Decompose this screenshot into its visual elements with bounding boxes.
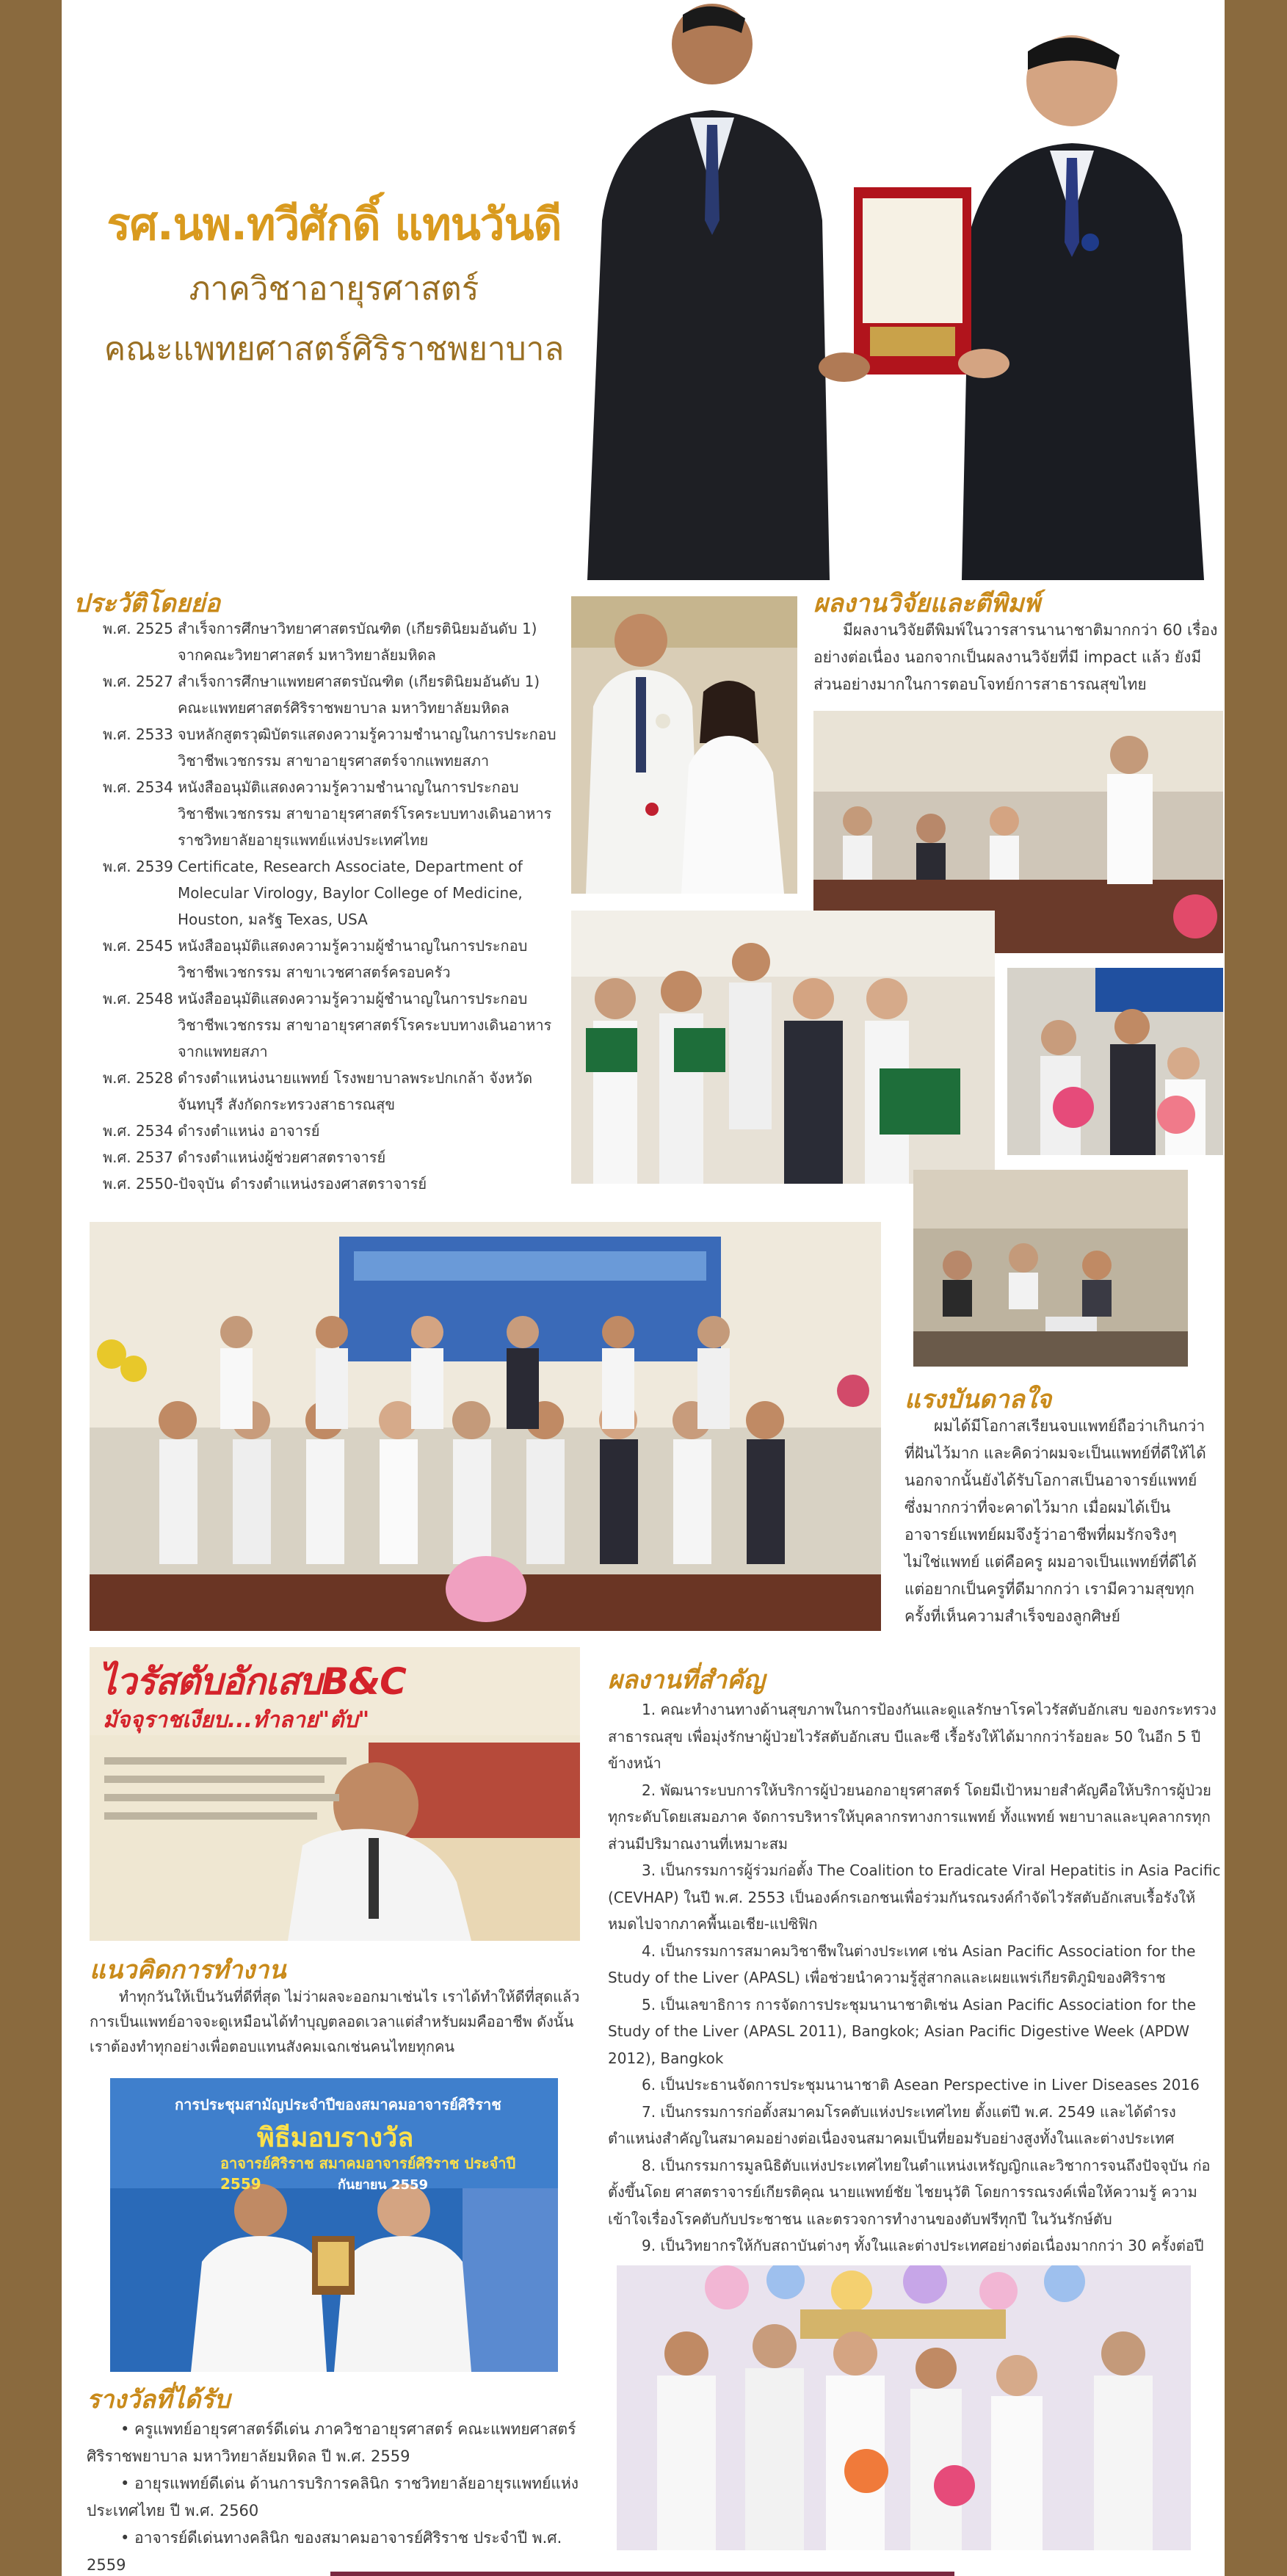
key-works-item: 5. เป็นเลขาธิการ การจัดการประชุมนานาชาติเช่น Asian Pacific Association for the Study of the Liver (APASL 2011), Bangkok; Asian Pacific Digestive Week (APDW 2012), Bangkok xyxy=(608,1995,1196,2067)
approach-text: ทำทุกวันให้เป็นวันที่ดีที่สุด ไม่ว่าผลจะออกมาเช่นไร เราได้ทำให้ดีที่สุดแล้ว การเป็นแพทย์อาจจะดูเหมือนได้ทำบุญตลอดเวลาแต่สำหรับผมคืออาชีพ ดังนั้นเราต้องทำทุกอย่างเพื่อตอบแทนสังคมเฉกเช่นคนไทยทุกคน xyxy=(90,1988,580,2055)
photo-large-group xyxy=(90,1222,881,1631)
biography-entry: พ.ศ. 2550-ปัจจุบัน ดำรงตำแหน่งรองศาสตราจารย์ xyxy=(103,1175,427,1193)
photo-graduates-group xyxy=(571,911,995,1184)
ceremony-banner-top: การประชุมสามัญประจำปีของสมาคมอาจารย์ศิริราช xyxy=(175,2096,501,2113)
key-works-item: 4. เป็นกรรมการสมาคมวิชาชีพในต่างประเทศ เช่น Asian Pacific Association for the Study of the Liver (APASL) เพื่อช่วยนำความรู้สู่สากลและเผยแพร่เกียรติภูมิของศิริราช xyxy=(608,1942,1196,1986)
profile-faculty: คณะแพทยศาสตร์ศิริราชพยาบาล xyxy=(104,330,565,368)
research-heading: ผลงานวิจัยและตีพิมพ์ xyxy=(813,589,1040,618)
biography-entry: พ.ศ. 2537 ดำรงตำแหน่งผู้ช่วยศาสตราจารย์ xyxy=(103,1148,386,1166)
awards-heading: รางวัลที่ได้รับ xyxy=(87,2385,231,2414)
photo-family xyxy=(1007,968,1223,1155)
key-works-item: 7. เป็นกรรมการก่อตั้งสมาคมโรคตับแห่งประเทศไทย ตั้งแต่ปี พ.ศ. 2549 และได้ดำรงตำแหน่งสำคัญในสมาคมอย่างต่อเนื่องจนสมาคมเป็นที่ยอมรับอย่างสูงทั้งในและต่างประเทศ xyxy=(608,2102,1176,2147)
biography-heading: ประวัติโดยย่อ xyxy=(73,589,220,618)
photo-couple-graduation xyxy=(571,596,797,894)
profile-name: รศ.นพ.ทวีศักดิ์ แทนวันดี xyxy=(106,199,562,250)
biography-list xyxy=(103,615,558,1197)
footer-rule xyxy=(330,2572,954,2576)
photo-newspaper xyxy=(90,1647,580,1941)
inspiration-heading: แรงบันดาลใจ xyxy=(904,1385,1052,1414)
biography-entry: พ.ศ. 2525 สำเร็จการศึกษาวิทยาศาสตรบัณฑิต (เกียรตินิยมอันดับ 1) จากคณะวิทยาศาสตร์ มหาวิทยาลัยมหิดล xyxy=(103,620,537,664)
biography-entry: พ.ศ. 2533 จบหลักสูตรวุฒิบัตรแสดงความรู้ความชำนาญในการประกอบวิชาชีพเวชกรรม สาขาอายุรศาสตร์จากแพทยสภา xyxy=(103,726,557,770)
biography-entry: พ.ศ. 2545 หนังสืออนุมัติแสดงความรู้ความผู้ชำนาญในการประกอบวิชาชีพเวชกรรม สาขาเวชศาสตร์ครอบครัว xyxy=(103,937,528,981)
page-frame-left xyxy=(0,0,62,2576)
key-works-item: 9. เป็นวิทยากรให้กับสถาบันต่างๆ ทั้งในและต่างประเทศอย่างต่อเนื่องมากกว่า 30 ครั้งต่อปี xyxy=(642,2237,1204,2254)
photo-classroom xyxy=(913,1170,1188,1367)
ceremony-banner-date: กันยายน 2559 xyxy=(338,2177,429,2193)
biography-entry: พ.ศ. 2534 ดำรงตำแหน่ง อาจารย์ xyxy=(103,1122,320,1140)
approach-heading: แนวคิดการทำงาน xyxy=(90,1955,286,1985)
photo-award-stage xyxy=(110,2078,558,2372)
key-works-item: 3. เป็นกรรมการผู้ร่วมก่อตั้ง The Coalition to Eradicate Viral Hepatitis in Asia Pacific (CEVHAP) ในปี พ.ศ. 2553 เป็นองค์กรเอกชนเพื่อร่วมกันรณรงค์กำจัดไวรัสตับอักเสบเรื้อรังให้หมดไปจากภาคพื้นเอเชีย-แปซิฟิก xyxy=(608,1862,1221,1933)
newspaper-subhead: มัจจุราชเงียบ...ทำลาย"ตับ" xyxy=(103,1707,370,1733)
biography-entry: พ.ศ. 2528 ดำรงตำแหน่งนายแพทย์ โรงพยาบาลพระปกเกล้า จังหวัดจันทบุรี สังกัดกระทรวงสาธารณสุข xyxy=(103,1069,533,1113)
biography-entry: พ.ศ. 2534 หนังสืออนุมัติแสดงความรู้ความชำนาญในการประกอบวิชาชีพเวชกรรม สาขาอายุรศาสตร์โรคระบบทางเดินอาหาร ราชวิทยาลัยอายุรแพทย์แห่งประเทศไทย xyxy=(103,778,552,849)
research-text: มีผลงานวิจัยตีพิมพ์ในวารสารนานาชาติมากกว่า 60 เรื่องอย่างต่อเนื่อง นอกจากเป็นผลงานวิจัยที่มี impact แล้ว ยังมีส่วนอย่างมากในการตอบโจทย์การสาธารณสุขไทย xyxy=(813,621,1218,693)
inspiration-text: ผมได้มีโอกาสเรียนจบแพทย์ถือว่าเกินกว่าที่ฝันไว้มาก และคิดว่าผมจะเป็นแพทย์ที่ดีให้ได้ นอกจากนั้นยังได้รับโอกาสเป็นอาจารย์แพทย์ซึ่งมากกว่าที่จะคาดไว้มาก เมื่อผมได้เป็นอาจารย์แพทย์ผมจึงรู้ว่าอาชีพที่ผมรักจริงๆ ไม่ใช่แพทย์ แต่คือครู ผมอาจเป็นแพทย์ที่ดีได้ แต่อยากเป็นครูที่ดีมากกว่า เรามีความสุขทุกครั้งที่เห็นความสำเร็จของลูกศิษย์ xyxy=(904,1417,1206,1625)
biography-entry: พ.ศ. 2539 Certificate, Research Associate, Department of Molecular Virology, Baylor College of Medicine, Houston, มลรัฐ Texas, USA xyxy=(103,858,523,928)
key-works-item: 2. พัฒนาระบบการให้บริการผู้ป่วยนอกอายุรศาสตร์ โดยมีเป้าหมายสำคัญคือให้บริการผู้ป่วยทุกระดับโดยเสมอภาค จัดการบริหารให้บุคลากรทางการแพทย์ ทั้งแพทย์ พยาบาลและบุคลากรทุกส่วนมีปริมาณงานที่เหมาะสม xyxy=(608,1781,1211,1853)
page-frame-right xyxy=(1225,0,1287,2576)
ceremony-banner-main: พิธีมอบรางวัล xyxy=(257,2123,414,2153)
biography-entry: พ.ศ. 2527 สำเร็จการศึกษาแพทยศาสตรบัณฑิต (เกียรตินิยมอันดับ 1) คณะแพทยศาสตร์ศิริราชพยาบาล มหาวิทยาลัยมหิดล xyxy=(103,673,540,717)
key-works-item: 8. เป็นกรรมการมูลนิธิตับแห่งประเทศไทยในตำแหน่งเหรัญญิกและวิชาการจนถึงปัจจุบัน ก่อตั้งขึ้นโดย ศาสตราจารย์เกียรติคุณ นายแพทย์ชัย ไชยนุวัติ โดยการรณรงค์เพื่อให้ความรู้ ความเข้าใจเรื่องโรคตับกับประชาชน และตรวจการทำงานของตับฟรีทุกปี ในวันรักษ์ตับ xyxy=(608,2156,1211,2228)
key-works-heading: ผลงานที่สำคัญ xyxy=(608,1665,765,1695)
profile-department: ภาควิชาอายุรศาสตร์ xyxy=(189,270,479,308)
key-works-item: 1. คณะทำงานทางด้านสุขภาพในการป้องกันและดูแลรักษาโรคไวรัสตับอักเสบ ของกระทรวงสาธารณสุข เพื่อมุ่งรักษาผู้ป่วยไวรัสตับอักเสบ บีและซี เรื้อรังให้ได้มากกว่าร้อยละ 50 ในอีก 5 ปีข้างหน้า xyxy=(608,1701,1217,1772)
photo-flower-group xyxy=(617,2265,1191,2550)
key-works-item: 6. เป็นประธานจัดการประชุมนานาชาติ Asean Perspective in Liver Diseases 2016 xyxy=(642,2076,1200,2094)
award-item: • อาจารย์ดีเด่นทางคลินิก ของสมาคมอาจารย์ศิริราช ประจำปี พ.ศ. 2559 xyxy=(87,2529,562,2574)
photo-award-handover xyxy=(573,0,1225,580)
key-works-list xyxy=(608,1696,1221,2260)
awards-list xyxy=(87,2416,601,2576)
award-item: • อายุรแพทย์ดีเด่น ด้านการบริการคลินิก ราชวิทยาลัยอายุรแพทย์แห่งประเทศไทย ปี พ.ศ. 2560 xyxy=(87,2475,579,2519)
award-item: • ครูแพทย์อายุรศาสตร์ดีเด่น ภาควิชาอายุรศาสตร์ คณะแพทยศาสตร์ศิริราชพยาบาล มหาวิทยาลัยมหิดล ปี พ.ศ. 2559 xyxy=(87,2420,576,2465)
ceremony-banner-sub: อาจารย์ศิริราช สมาคมอาจารย์ศิริราช ประจำปี 2559 xyxy=(220,2154,516,2193)
biography-entry: พ.ศ. 2548 หนังสืออนุมัติแสดงความรู้ความผู้ชำนาญในการประกอบวิชาชีพเวชกรรม สาขาอายุรศาสตร์โรคระบบทางเดินอาหาร จากแพทยสภา xyxy=(103,990,552,1060)
newspaper-headline: ไวรัสตับอักเสบB&C xyxy=(98,1660,406,1703)
